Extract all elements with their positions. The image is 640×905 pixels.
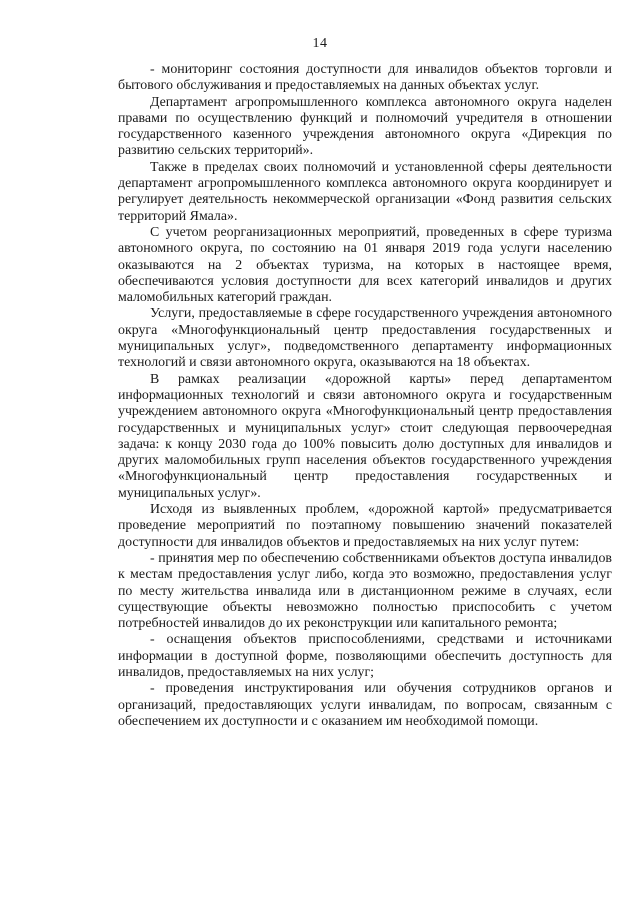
paragraph-monitoring-trade: - мониторинг состояния доступности для инвалидов объектов торговли и бытового обслуживания и предоставляемых на данных объектах услуг. xyxy=(118,62,612,94)
paragraph-tourism: С учетом реорганизационных мероприятий, проведенных в сфере туризма автономного округа, по состоянию на 01 января 2019 года услуги населению оказываются на 2 объектах туризма, на которых в настоящее время, обеспечиваются условия доступности для всех категорий инвалидов и других маломобильных категорий граждан. xyxy=(118,224,612,306)
list-item-equipment: - оснащения объектов приспособлениями, средствами и источниками информации в доступной форме, позволяющими обеспечить доступность для инвалидов, предоставляемых на них услуг; xyxy=(118,632,612,680)
page-number: 14 xyxy=(312,36,328,51)
paragraph-mfc-services: Услуги, предоставляемые в сфере государственного учреждения автономного округа «Многофункциональный центр предоставления государственных и муниципальных услуг», подведомственного департаменту информационных технологий и связи автономного округа, оказываются на 18 объектах. xyxy=(118,306,612,371)
list-item-access-measures: - принятия мер по обеспечению собственниками объектов доступа инвалидов к местам предоставления услуг либо, когда это возможно, предоставления услуг по месту жительства инвалида или в дистанционном режиме в случаях, если существующие объекты невозможно полностью приспособить с учетом потребностей инвалидов до их реконструкции или капитального ремонта; xyxy=(118,550,612,632)
paragraph-rural-fund: Также в пределах своих полномочий и установленной сферы деятельности департамент агропромышленного комплекса автономного округа координирует и регулирует деятельность некоммерческой организации «Фонд развития сельских территорий Ямала». xyxy=(118,159,612,224)
document-body xyxy=(118,62,612,730)
paragraph-agro-department: Департамент агропромышленного комплекса автономного округа наделен правами по осуществлению функций и полномочий учредителя в отношении государственного казенного учреждения автономного округа «Дирекция по развитию сельских территорий». xyxy=(118,94,612,159)
paragraph-roadmap-task: В рамках реализации «дорожной карты» перед департаментом информационных технологий и связи автономного округа и государственным учреждением автономного округа «Многофункциональный центр предоставления государственных и муниципальных услуг» стоит следующая первоочередная задача: к концу 2030 года до 100% повысить долю доступных для инвалидов и других маломобильных групп населения объектов государственного учреждения «Многофункциональный центр предоставления государственных и муниципальных услуг». xyxy=(118,371,612,501)
paragraph-roadmap-measures: Исходя из выявленных проблем, «дорожной картой» предусматривается проведение мероприятий по поэтапному повышению значений показателей доступности для инвалидов объектов и предоставляемых на них услуг путем: xyxy=(118,502,612,550)
list-item-staff-training: - проведения инструктирования или обучения сотрудников органов и организаций, предоставляющих услуги инвалидам, по вопросам, связанным с обеспечением их доступности и с оказанием им необходимой помощи. xyxy=(118,681,612,729)
